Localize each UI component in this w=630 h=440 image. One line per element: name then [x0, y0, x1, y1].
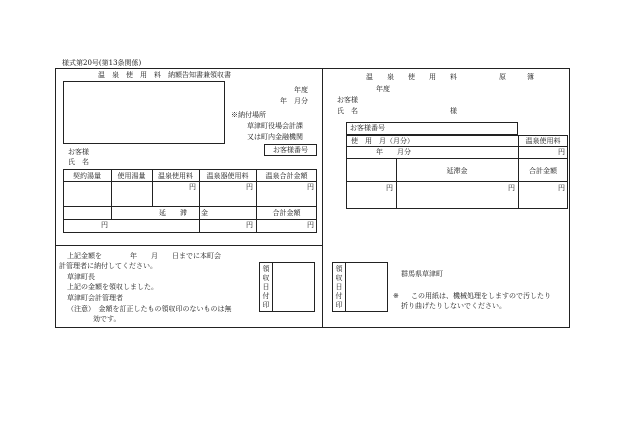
left-stamp-char-4: 付	[262, 292, 270, 300]
left-bottom-divider	[55, 245, 322, 246]
payment-place-1: 草津町役場会計課	[247, 122, 303, 130]
right-yen-late-fee: 円	[508, 184, 515, 192]
left-title: 温 泉 使 用 料 納額告知書兼領収書	[98, 71, 231, 79]
right-table-rule-1	[346, 146, 568, 147]
right-table-rule-3	[346, 181, 568, 182]
yen-grand-total: 円	[307, 221, 314, 229]
yen-row-1: 円	[101, 221, 108, 229]
right-stamp-char-3: 日	[335, 283, 343, 291]
right-table-rule-2	[346, 158, 568, 159]
right-month-label: 年 月分	[376, 148, 411, 156]
right-note-line-2: 折り曲げたりしないでください。	[401, 302, 506, 310]
right-sama: 様	[450, 107, 457, 115]
right-yen-total: 円	[558, 184, 565, 192]
caution-line-1: （注意） 金額を訂正したもの領収印のないものは無	[67, 305, 232, 313]
left-total-label: 合計金額	[272, 209, 301, 217]
notice-line-2: 計管理者に納付してください。	[59, 262, 157, 270]
yen-late-fee: 円	[246, 221, 253, 229]
header-usage-volume: 使用湯量	[117, 172, 146, 180]
address-window	[63, 81, 225, 144]
left-table-rule-3	[63, 219, 317, 220]
mayor-label: 草津町長	[67, 273, 95, 281]
left-stamp-char-3: 日	[262, 283, 270, 291]
left-customer-label: お客様	[68, 148, 89, 156]
left-month-label: 年 月分	[280, 97, 308, 105]
left-customer-no-label: お客様番号	[273, 146, 308, 154]
left-stamp-divider	[272, 262, 273, 312]
center-divider	[322, 68, 323, 328]
header-total: 温泉合計金額	[265, 172, 308, 180]
left-table-rule-2	[63, 206, 317, 207]
form-number: 様式第20号(第13条関係)	[62, 59, 142, 67]
right-title: 温 泉 使 用 料 原 簿	[366, 73, 534, 81]
right-stamp-char-5: 印	[335, 301, 343, 309]
header-contract-volume: 契約湯量	[73, 172, 101, 180]
left-name-label: 氏 名	[68, 158, 89, 166]
right-name-label: 氏 名	[337, 107, 358, 115]
right-stamp-char-1: 領	[335, 265, 343, 273]
right-yen-row-1: 円	[386, 184, 393, 192]
right-note-line-1: この用紙は、機械処理をしますので汚したり	[411, 292, 551, 300]
right-customer-label: お客様	[337, 96, 358, 104]
left-stamp-char-1: 領	[262, 265, 270, 273]
left-stamp-char-5: 印	[262, 301, 270, 309]
right-yen-fee: 円	[558, 148, 565, 156]
usage-month-label: 使 用 月（月分）	[351, 137, 414, 145]
right-late-fee-label: 延滞金	[446, 167, 468, 175]
left-late-fee-label: 延 滞 金	[159, 209, 208, 217]
yen-total: 円	[307, 183, 314, 191]
notice-line-1: 上記金額を 年 月 日までに本町会	[67, 252, 221, 260]
left-stamp-char-2: 収	[262, 274, 270, 282]
right-note-mark: ※	[393, 292, 399, 300]
right-fee-label: 温泉使用料	[525, 137, 561, 145]
header-onsen-fee: 温泉使用料	[158, 172, 193, 180]
right-total-label: 合計金額	[529, 167, 557, 175]
right-customer-no-label: お客様番号	[350, 124, 385, 132]
right-year-label: 年度	[376, 85, 390, 93]
payment-place-2: 又は町内金融機関	[247, 133, 303, 141]
right-stamp-char-2: 収	[335, 274, 343, 282]
yen-onsen-fee: 円	[189, 183, 196, 191]
header-device-fee: 温泉器使用料	[206, 172, 249, 180]
caution-line-2: 効です。	[93, 315, 121, 323]
right-stamp-divider	[345, 262, 346, 312]
left-table-rule-1	[63, 181, 317, 182]
received-text: 上記の金額を領収しました。	[67, 283, 158, 291]
payment-place-label: ※納付場所	[231, 111, 266, 119]
municipality-label: 群馬県草津町	[401, 270, 443, 278]
yen-device-fee: 円	[246, 183, 253, 191]
treasurer-label: 草津町会計管理者	[67, 294, 123, 302]
right-stamp-char-4: 付	[335, 292, 343, 300]
left-year-label: 年度	[294, 86, 308, 94]
